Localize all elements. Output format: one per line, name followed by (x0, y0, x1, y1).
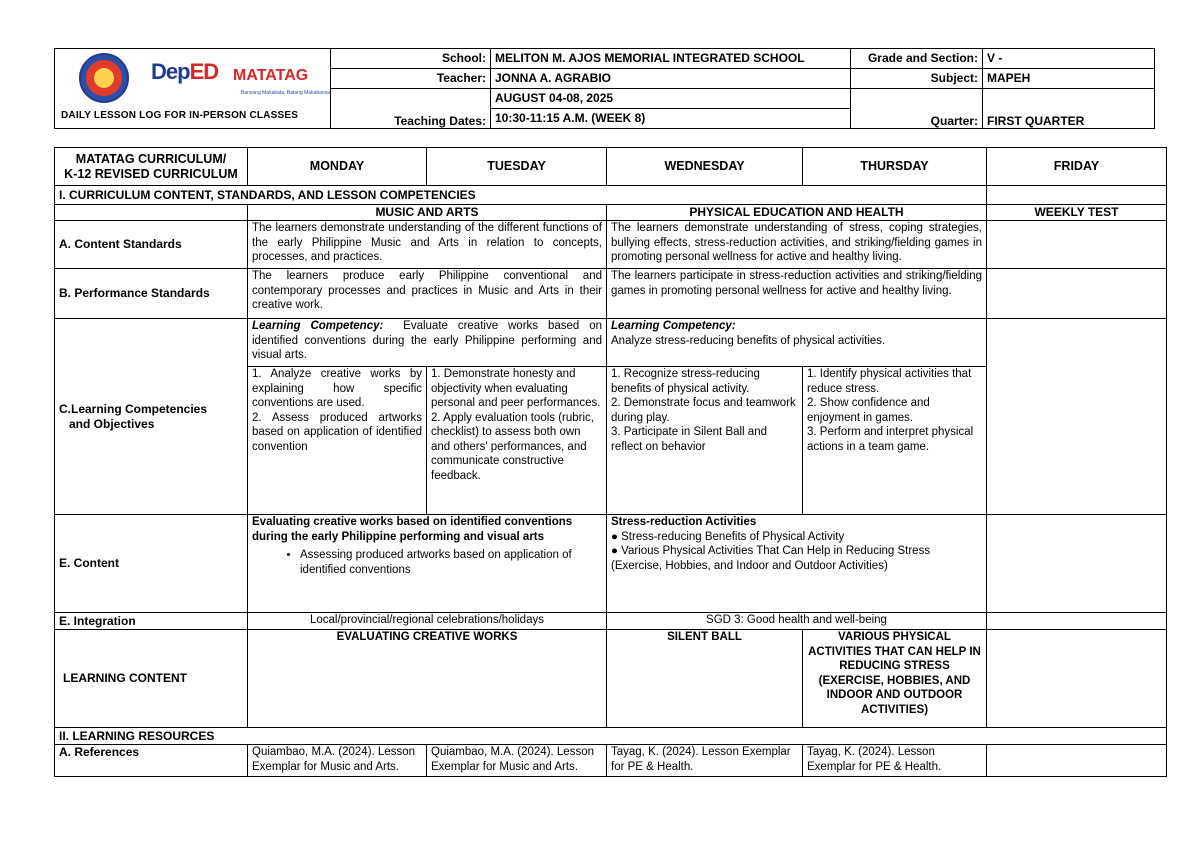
objectives-tuesday: 1. Demonstrate honesty and objectivity when evaluating personal and peer performances. 2. Apply evaluation tools (rubric, checklist) to assess both own and others' performances, and communicate constructive feedback. (427, 367, 607, 515)
deped-seal-icon (79, 53, 129, 103)
header-table (54, 48, 1155, 129)
quarter-value: FIRST QUARTER (983, 89, 1155, 129)
content-label: E. Content (55, 515, 248, 613)
logo-cell (55, 49, 331, 129)
content-standards-label: A. Content Standards (55, 221, 248, 269)
day-tuesday: TUESDAY (427, 148, 607, 186)
day-monday: MONDAY (248, 148, 427, 186)
grade-label: Grade and Section: (851, 49, 983, 69)
grade-value: V - (983, 49, 1155, 69)
learning-content-label: LEARNING CONTENT (55, 630, 248, 728)
content-standards-pe: The learners demonstrate understanding of stress, coping strategies, bullying effects, stress-reduction activities, and striking/fielding games in promoting personal wellness for active and healthy living. (607, 221, 987, 269)
integration-ma: Local/provincial/regional celebrations/holidays (248, 613, 607, 630)
section-1-title: I. CURRICULUM CONTENT, STANDARDS, AND LESSON COMPETENCIES (55, 186, 987, 205)
teacher-value: JONNA A. AGRABIO (491, 69, 851, 89)
objectives-monday: 1. Analyze creative works by explaining how specific conventions are used. 2. Assess produced artworks based on application of identified convention (248, 367, 427, 515)
dates-label: Teaching Dates: (331, 89, 491, 129)
matatag-tagline: Bansang Makabata, Batang Makabansa (241, 90, 330, 96)
content-standards-ma: The learners demonstrate understanding of the different functions of the early Philippine Music and Arts in relation to concepts, processes, and practices. (248, 221, 607, 269)
dll-title: DAILY LESSON LOG FOR IN-PERSON CLASSES (61, 110, 299, 121)
school-label: School: (331, 49, 491, 69)
quarter-label: Quarter: (851, 89, 983, 129)
pe-health-header: PHYSICAL EDUCATION AND HEALTH (607, 205, 987, 221)
objectives-wednesday: 1. Recognize stress-reducing benefits of physical activity. 2. Demonstrate focus and teamwork during play. 3. Participate in Silent Ball and reflect on behavior (607, 367, 803, 515)
teacher-label: Teacher: (331, 69, 491, 89)
objectives-thursday: 1. Identify physical activities that reduce stress. 2. Show confidence and enjoyment in games. 3. Perform and interpret physical actions in a team game. (803, 367, 987, 515)
subject-value: MAPEH (983, 69, 1155, 89)
references-label: A. References (55, 745, 248, 777)
section-2-title: II. LEARNING RESOURCES (55, 728, 1167, 745)
deped-logo: DepED (151, 59, 219, 84)
curriculum-header: MATATAG CURRICULUM/ K-12 REVISED CURRICULUM (55, 148, 248, 186)
day-thursday: THURSDAY (803, 148, 987, 186)
lc-wednesday: SILENT BALL (607, 630, 803, 728)
ref-wednesday: Tayag, K. (2024). Lesson Exemplar for PE & Health. (607, 745, 803, 777)
content-music-arts: Evaluating creative works based on identified conventions during the early Philippine performing and visual arts • Assessing produced artworks based on application of identified conventions (248, 515, 607, 613)
day-wednesday: WEDNESDAY (607, 148, 803, 186)
performance-standards-label: B. Performance Standards (55, 269, 248, 319)
lesson-log-table (54, 147, 1167, 777)
integration-pe: SGD 3: Good health and well-being (607, 613, 987, 630)
integration-label: E. Integration (55, 613, 248, 630)
ref-tuesday: Quiambao, M.A. (2024). Lesson Exemplar for Music and Arts. (427, 745, 607, 777)
dates-line2: 10:30-11:15 A.M. (WEEK 8) (491, 109, 851, 129)
day-friday: FRIDAY (987, 148, 1167, 186)
lc-thursday: VARIOUS PHYSICAL ACTIVITIES THAT CAN HELP IN REDUCING STRESS (EXERCISE, HOBBIES, AND INDOOR AND OUTDOOR ACTIVITIES) (803, 630, 987, 728)
weekly-test-header: WEEKLY TEST (987, 205, 1167, 221)
lc-monday-tuesday: EVALUATING CREATIVE WORKS (248, 630, 607, 728)
lc-pe-health: Learning Competency: Analyze stress-reducing benefits of physical activities. (607, 319, 987, 367)
ref-monday: Quiambao, M.A. (2024). Lesson Exemplar for Music and Arts. (248, 745, 427, 777)
music-arts-header: MUSIC AND ARTS (248, 205, 607, 221)
school-value: MELITON M. AJOS MEMORIAL INTEGRATED SCHOOL (491, 49, 851, 69)
lc-music-arts: Learning Competency: Evaluate creative works based on identified conventions during the early Philippine performing and visual arts. (248, 319, 607, 367)
competencies-label: C.Learning Competencies and Objectives (55, 319, 248, 515)
content-pe-health: Stress-reduction Activities ● Stress-reducing Benefits of Physical Activity ● Various Physical Activities That Can Help in Reducing Stress (Exercise, Hobbies, and Indoor and Outdoor Activities) (607, 515, 987, 613)
ref-thursday: Tayag, K. (2024). Lesson Exemplar for PE & Health. (803, 745, 987, 777)
performance-standards-pe: The learners participate in stress-reduction activities and striking/fielding games in promoting personal wellness for active and healthy living. (607, 269, 987, 319)
matatag-logo: MATATAG (233, 67, 309, 84)
performance-standards-ma: The learners produce early Philippine conventional and contemporary processes and practices in Music and Arts in their creative work. (248, 269, 607, 319)
dates-line1: AUGUST 04-08, 2025 (491, 89, 851, 109)
subject-label: Subject: (851, 69, 983, 89)
